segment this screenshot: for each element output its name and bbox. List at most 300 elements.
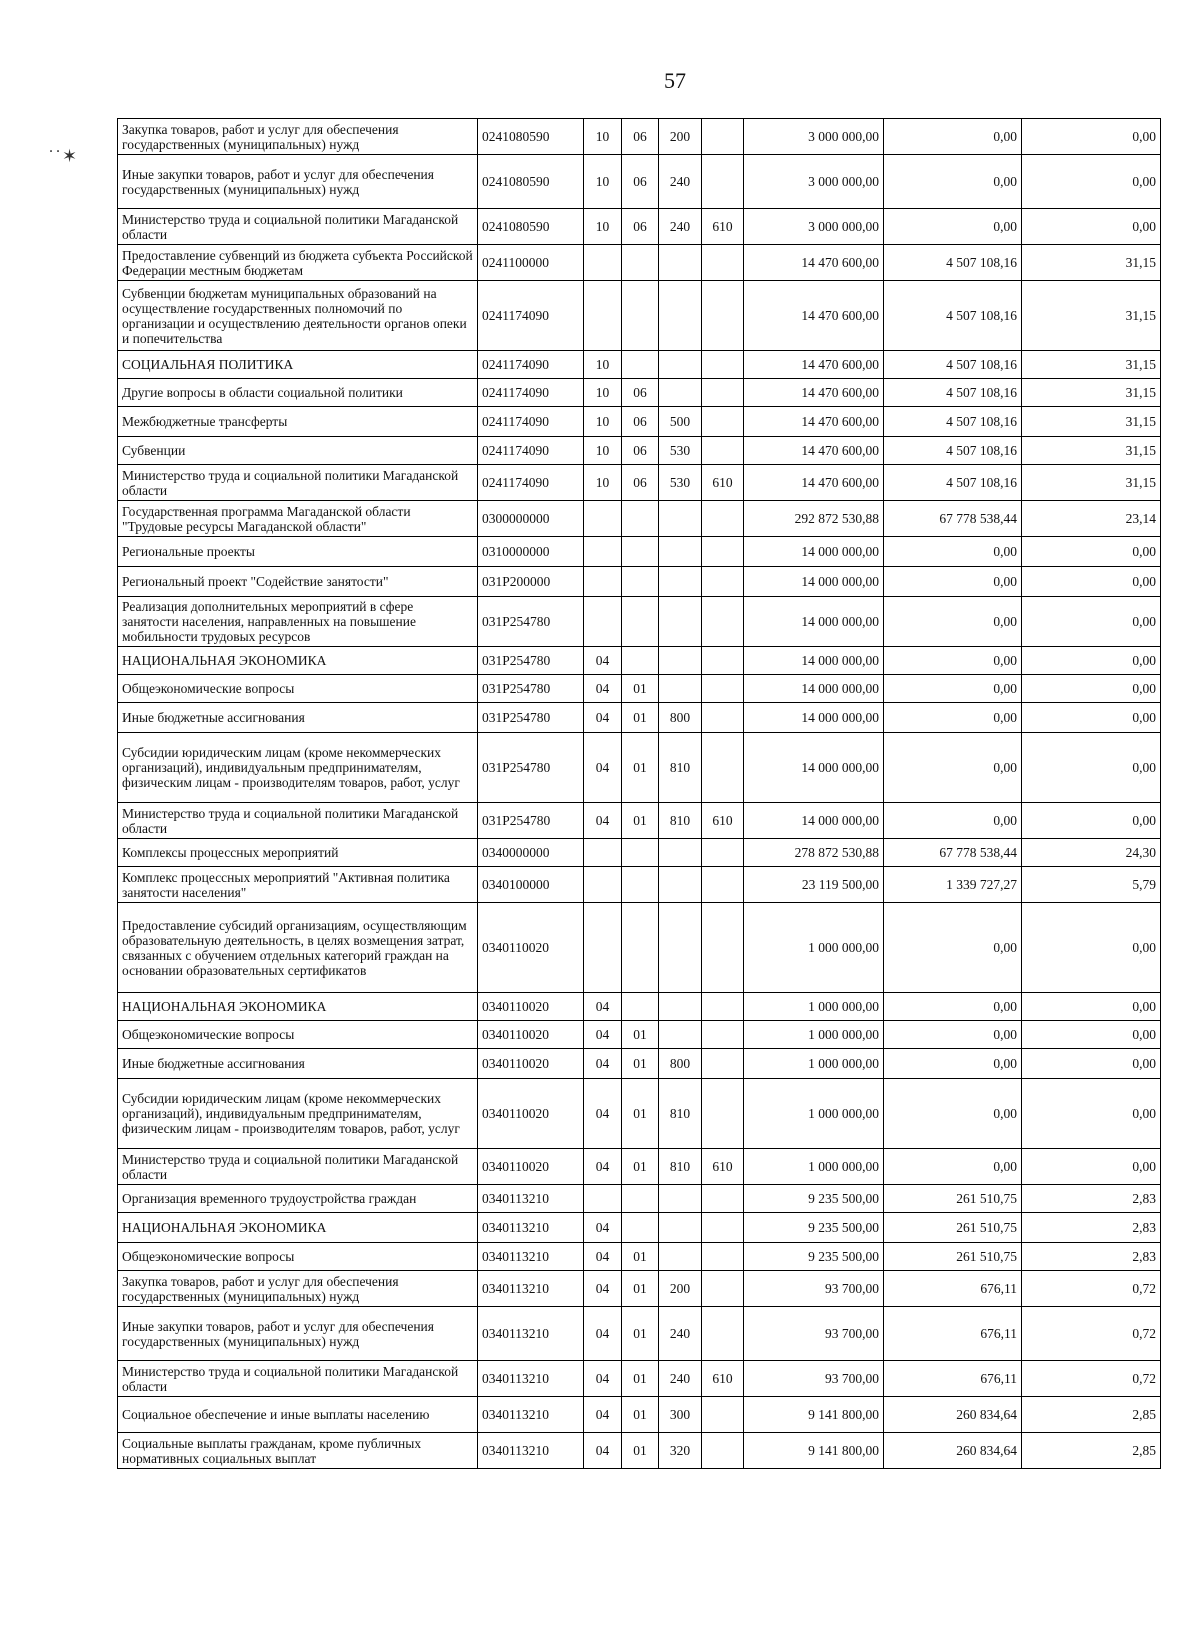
row-percent: 24,30 <box>1022 839 1161 867</box>
row-subsection: 01 <box>622 1307 659 1361</box>
row-administrator-code <box>702 867 744 903</box>
row-section <box>584 839 622 867</box>
row-target-code: 0340110020 <box>478 903 584 993</box>
row-subsection <box>622 993 659 1021</box>
row-subsection <box>622 597 659 647</box>
row-section: 04 <box>584 993 622 1021</box>
row-name: Комплексы процессных мероприятий <box>118 839 478 867</box>
row-section <box>584 867 622 903</box>
row-expense-type <box>659 379 702 407</box>
row-expense-type <box>659 281 702 351</box>
row-target-code: 0340110020 <box>478 993 584 1021</box>
row-planned-amount: 23 119 500,00 <box>744 867 884 903</box>
row-percent: 31,15 <box>1022 351 1161 379</box>
row-administrator-code <box>702 1185 744 1213</box>
row-planned-amount: 14 470 600,00 <box>744 351 884 379</box>
row-target-code: 031P200000 <box>478 567 584 597</box>
row-planned-amount: 14 000 000,00 <box>744 803 884 839</box>
row-subsection <box>622 501 659 537</box>
row-actual-amount: 0,00 <box>884 675 1022 703</box>
row-subsection: 06 <box>622 465 659 501</box>
row-name: Закупка товаров, работ и услуг для обеспечения государственных (муниципальных) нужд <box>118 1271 478 1307</box>
row-subsection <box>622 1213 659 1243</box>
row-actual-amount: 0,00 <box>884 1049 1022 1079</box>
row-administrator-code <box>702 733 744 803</box>
row-section: 04 <box>584 703 622 733</box>
row-target-code: 0241174090 <box>478 281 584 351</box>
row-planned-amount: 14 000 000,00 <box>744 537 884 567</box>
row-expense-type: 300 <box>659 1397 702 1433</box>
row-percent: 0,72 <box>1022 1271 1161 1307</box>
row-section: 10 <box>584 465 622 501</box>
row-percent: 31,15 <box>1022 437 1161 465</box>
row-subsection: 01 <box>622 1243 659 1271</box>
table-row <box>118 867 1161 903</box>
row-expense-type: 500 <box>659 407 702 437</box>
row-planned-amount: 9 141 800,00 <box>744 1397 884 1433</box>
row-target-code: 031P254780 <box>478 733 584 803</box>
row-percent: 2,85 <box>1022 1397 1161 1433</box>
table-row <box>118 903 1161 993</box>
row-percent: 0,00 <box>1022 119 1161 155</box>
table-row <box>118 1185 1161 1213</box>
row-planned-amount: 292 872 530,88 <box>744 501 884 537</box>
row-expense-type <box>659 351 702 379</box>
row-planned-amount: 14 000 000,00 <box>744 597 884 647</box>
row-target-code: 031P254780 <box>478 675 584 703</box>
row-percent: 0,72 <box>1022 1361 1161 1397</box>
row-actual-amount: 4 507 108,16 <box>884 351 1022 379</box>
row-administrator-code <box>702 597 744 647</box>
row-percent: 31,15 <box>1022 379 1161 407</box>
row-expense-type: 200 <box>659 1271 702 1307</box>
row-section: 10 <box>584 379 622 407</box>
table-row <box>118 501 1161 537</box>
table-row <box>118 1079 1161 1149</box>
row-administrator-code: 610 <box>702 1149 744 1185</box>
row-administrator-code <box>702 245 744 281</box>
row-target-code: 0340113210 <box>478 1361 584 1397</box>
row-target-code: 0241080590 <box>478 119 584 155</box>
row-expense-type: 810 <box>659 1149 702 1185</box>
table-row <box>118 675 1161 703</box>
row-expense-type: 800 <box>659 1049 702 1079</box>
row-administrator-code <box>702 903 744 993</box>
row-target-code: 031P254780 <box>478 597 584 647</box>
row-administrator-code <box>702 675 744 703</box>
row-administrator-code <box>702 993 744 1021</box>
row-administrator-code <box>702 1243 744 1271</box>
row-name: НАЦИОНАЛЬНАЯ ЭКОНОМИКА <box>118 647 478 675</box>
row-subsection <box>622 1185 659 1213</box>
row-subsection <box>622 281 659 351</box>
row-expense-type: 200 <box>659 119 702 155</box>
row-name: Субсидии юридическим лицам (кроме некоммерческих организаций), индивидуальным предпринимателям, физическим лицам - производителям товаров, работ, услуг <box>118 733 478 803</box>
row-planned-amount: 278 872 530,88 <box>744 839 884 867</box>
row-target-code: 0340113210 <box>478 1185 584 1213</box>
row-actual-amount: 0,00 <box>884 537 1022 567</box>
row-target-code: 0340110020 <box>478 1021 584 1049</box>
row-target-code: 031P254780 <box>478 647 584 675</box>
row-expense-type: 240 <box>659 1361 702 1397</box>
table-row <box>118 119 1161 155</box>
row-subsection: 01 <box>622 1149 659 1185</box>
row-percent: 0,00 <box>1022 1079 1161 1149</box>
table-row <box>118 1213 1161 1243</box>
row-subsection <box>622 839 659 867</box>
table-row <box>118 1049 1161 1079</box>
row-target-code: 0340000000 <box>478 839 584 867</box>
row-percent: 5,79 <box>1022 867 1161 903</box>
row-subsection: 06 <box>622 437 659 465</box>
row-target-code: 0340113210 <box>478 1433 584 1469</box>
row-section <box>584 1185 622 1213</box>
table-row <box>118 803 1161 839</box>
row-planned-amount: 1 000 000,00 <box>744 993 884 1021</box>
row-name: Иные бюджетные ассигнования <box>118 703 478 733</box>
row-subsection <box>622 245 659 281</box>
table-row <box>118 733 1161 803</box>
row-percent: 2,83 <box>1022 1243 1161 1271</box>
row-subsection: 01 <box>622 675 659 703</box>
row-subsection: 06 <box>622 119 659 155</box>
row-expense-type: 810 <box>659 1079 702 1149</box>
row-section: 04 <box>584 733 622 803</box>
row-target-code: 031P254780 <box>478 803 584 839</box>
row-expense-type <box>659 903 702 993</box>
scan-artifact: ˙˙✶ <box>48 146 79 166</box>
row-percent: 0,00 <box>1022 597 1161 647</box>
row-percent: 2,83 <box>1022 1185 1161 1213</box>
row-expense-type <box>659 1243 702 1271</box>
row-administrator-code <box>702 437 744 465</box>
row-actual-amount: 0,00 <box>884 209 1022 245</box>
row-actual-amount: 1 339 727,27 <box>884 867 1022 903</box>
row-percent: 0,00 <box>1022 733 1161 803</box>
row-name: Региональные проекты <box>118 537 478 567</box>
row-name: Комплекс процессных мероприятий "Активная политика занятости населения" <box>118 867 478 903</box>
row-expense-type: 800 <box>659 703 702 733</box>
row-planned-amount: 3 000 000,00 <box>744 155 884 209</box>
row-subsection: 01 <box>622 733 659 803</box>
row-administrator-code <box>702 281 744 351</box>
row-planned-amount: 14 470 600,00 <box>744 281 884 351</box>
row-percent: 31,15 <box>1022 281 1161 351</box>
row-administrator-code <box>702 379 744 407</box>
row-actual-amount: 0,00 <box>884 155 1022 209</box>
row-name: Общеэкономические вопросы <box>118 1021 478 1049</box>
row-percent: 0,00 <box>1022 155 1161 209</box>
row-administrator-code <box>702 501 744 537</box>
row-name: Министерство труда и социальной политики Магаданской области <box>118 1149 478 1185</box>
row-expense-type <box>659 839 702 867</box>
row-percent: 0,72 <box>1022 1307 1161 1361</box>
row-subsection: 01 <box>622 1271 659 1307</box>
row-section: 04 <box>584 647 622 675</box>
row-percent: 0,00 <box>1022 675 1161 703</box>
row-administrator-code: 610 <box>702 1361 744 1397</box>
row-actual-amount: 676,11 <box>884 1271 1022 1307</box>
row-name: Региональный проект "Содействие занятости" <box>118 567 478 597</box>
row-section: 10 <box>584 407 622 437</box>
row-planned-amount: 14 470 600,00 <box>744 407 884 437</box>
row-target-code: 0241174090 <box>478 407 584 437</box>
row-subsection: 01 <box>622 1021 659 1049</box>
row-administrator-code <box>702 647 744 675</box>
table-row <box>118 1397 1161 1433</box>
row-expense-type <box>659 245 702 281</box>
row-section: 04 <box>584 1433 622 1469</box>
row-planned-amount: 93 700,00 <box>744 1307 884 1361</box>
row-actual-amount: 4 507 108,16 <box>884 281 1022 351</box>
row-subsection <box>622 903 659 993</box>
row-planned-amount: 14 470 600,00 <box>744 379 884 407</box>
row-percent: 31,15 <box>1022 245 1161 281</box>
row-percent: 31,15 <box>1022 465 1161 501</box>
row-expense-type: 320 <box>659 1433 702 1469</box>
row-name: НАЦИОНАЛЬНАЯ ЭКОНОМИКА <box>118 993 478 1021</box>
row-section: 04 <box>584 1213 622 1243</box>
row-name: Предоставление субсидий организациям, осуществляющим образовательную деятельность, в целях возмещения затрат, связанных с обучением отдельных категорий граждан на основании образовательных сертификатов <box>118 903 478 993</box>
row-expense-type: 810 <box>659 733 702 803</box>
row-percent: 0,00 <box>1022 537 1161 567</box>
row-target-code: 0310000000 <box>478 537 584 567</box>
row-expense-type <box>659 1185 702 1213</box>
row-subsection: 06 <box>622 155 659 209</box>
row-name: Другие вопросы в области социальной политики <box>118 379 478 407</box>
row-expense-type: 810 <box>659 803 702 839</box>
row-administrator-code <box>702 119 744 155</box>
row-name: Субвенции бюджетам муниципальных образований на осуществление государственных полномочий по организации и осуществлению деятельности органов опеки и попечительства <box>118 281 478 351</box>
row-target-code: 0340113210 <box>478 1307 584 1361</box>
row-subsection <box>622 647 659 675</box>
row-name: Государственная программа Магаданской области "Трудовые ресурсы Магаданской области" <box>118 501 478 537</box>
table-row <box>118 1361 1161 1397</box>
table-row <box>118 567 1161 597</box>
row-expense-type <box>659 1213 702 1243</box>
row-planned-amount: 14 000 000,00 <box>744 703 884 733</box>
row-actual-amount: 4 507 108,16 <box>884 465 1022 501</box>
row-section: 04 <box>584 1049 622 1079</box>
row-target-code: 0241100000 <box>478 245 584 281</box>
row-actual-amount: 676,11 <box>884 1307 1022 1361</box>
row-target-code: 0340110020 <box>478 1049 584 1079</box>
table-row <box>118 839 1161 867</box>
row-name: Субвенции <box>118 437 478 465</box>
row-administrator-code <box>702 1433 744 1469</box>
row-section: 04 <box>584 1149 622 1185</box>
row-subsection: 06 <box>622 379 659 407</box>
row-planned-amount: 9 235 500,00 <box>744 1213 884 1243</box>
row-section: 10 <box>584 209 622 245</box>
row-section <box>584 245 622 281</box>
row-actual-amount: 4 507 108,16 <box>884 379 1022 407</box>
row-section: 04 <box>584 675 622 703</box>
table-row <box>118 1021 1161 1049</box>
row-percent: 2,85 <box>1022 1433 1161 1469</box>
row-target-code: 0340110020 <box>478 1149 584 1185</box>
row-name: Министерство труда и социальной политики Магаданской области <box>118 465 478 501</box>
row-target-code: 0241174090 <box>478 351 584 379</box>
row-expense-type <box>659 567 702 597</box>
row-section: 04 <box>584 1021 622 1049</box>
row-actual-amount: 0,00 <box>884 803 1022 839</box>
table-row <box>118 379 1161 407</box>
row-actual-amount: 67 778 538,44 <box>884 501 1022 537</box>
table-row <box>118 597 1161 647</box>
row-name: Иные закупки товаров, работ и услуг для обеспечения государственных (муниципальных) нужд <box>118 1307 478 1361</box>
row-name: Закупка товаров, работ и услуг для обеспечения государственных (муниципальных) нужд <box>118 119 478 155</box>
row-administrator-code <box>702 155 744 209</box>
row-planned-amount: 93 700,00 <box>744 1361 884 1397</box>
row-actual-amount: 260 834,64 <box>884 1397 1022 1433</box>
row-section: 04 <box>584 803 622 839</box>
row-planned-amount: 1 000 000,00 <box>744 903 884 993</box>
row-subsection <box>622 537 659 567</box>
row-expense-type <box>659 867 702 903</box>
row-target-code: 0340110020 <box>478 1079 584 1149</box>
row-actual-amount: 0,00 <box>884 1079 1022 1149</box>
row-target-code: 0340113210 <box>478 1271 584 1307</box>
row-section: 04 <box>584 1361 622 1397</box>
row-name: Общеэкономические вопросы <box>118 1243 478 1271</box>
row-name: Социальное обеспечение и иные выплаты населению <box>118 1397 478 1433</box>
row-name: НАЦИОНАЛЬНАЯ ЭКОНОМИКА <box>118 1213 478 1243</box>
row-percent: 0,00 <box>1022 647 1161 675</box>
row-section <box>584 501 622 537</box>
row-administrator-code <box>702 1049 744 1079</box>
row-expense-type <box>659 597 702 647</box>
row-section <box>584 903 622 993</box>
row-administrator-code <box>702 1021 744 1049</box>
row-administrator-code <box>702 1397 744 1433</box>
row-target-code: 0340113210 <box>478 1243 584 1271</box>
table-row <box>118 1433 1161 1469</box>
table-row <box>118 1149 1161 1185</box>
row-planned-amount: 14 000 000,00 <box>744 647 884 675</box>
row-percent: 0,00 <box>1022 209 1161 245</box>
row-actual-amount: 0,00 <box>884 119 1022 155</box>
row-planned-amount: 93 700,00 <box>744 1271 884 1307</box>
row-expense-type: 240 <box>659 1307 702 1361</box>
row-section: 04 <box>584 1397 622 1433</box>
row-planned-amount: 14 470 600,00 <box>744 245 884 281</box>
row-administrator-code <box>702 703 744 733</box>
row-percent: 0,00 <box>1022 1149 1161 1185</box>
row-subsection: 01 <box>622 1079 659 1149</box>
row-subsection: 06 <box>622 407 659 437</box>
row-percent: 0,00 <box>1022 993 1161 1021</box>
row-subsection <box>622 567 659 597</box>
row-section: 04 <box>584 1079 622 1149</box>
row-percent: 0,00 <box>1022 803 1161 839</box>
row-actual-amount: 4 507 108,16 <box>884 437 1022 465</box>
row-planned-amount: 14 000 000,00 <box>744 567 884 597</box>
row-expense-type <box>659 1021 702 1049</box>
row-expense-type: 530 <box>659 465 702 501</box>
row-actual-amount: 0,00 <box>884 993 1022 1021</box>
row-actual-amount: 0,00 <box>884 647 1022 675</box>
row-actual-amount: 0,00 <box>884 1021 1022 1049</box>
row-planned-amount: 9 235 500,00 <box>744 1243 884 1271</box>
row-administrator-code: 610 <box>702 803 744 839</box>
row-planned-amount: 3 000 000,00 <box>744 209 884 245</box>
row-section: 10 <box>584 351 622 379</box>
row-target-code: 0241174090 <box>478 465 584 501</box>
row-target-code: 0241080590 <box>478 209 584 245</box>
row-administrator-code <box>702 839 744 867</box>
row-expense-type <box>659 675 702 703</box>
row-planned-amount: 1 000 000,00 <box>744 1149 884 1185</box>
row-administrator-code: 610 <box>702 209 744 245</box>
row-section <box>584 597 622 647</box>
row-actual-amount: 0,00 <box>884 1149 1022 1185</box>
table-row <box>118 537 1161 567</box>
row-target-code: 0241174090 <box>478 379 584 407</box>
row-planned-amount: 14 000 000,00 <box>744 733 884 803</box>
row-section: 04 <box>584 1307 622 1361</box>
row-name: СОЦИАЛЬНАЯ ПОЛИТИКА <box>118 351 478 379</box>
row-actual-amount: 67 778 538,44 <box>884 839 1022 867</box>
row-planned-amount: 1 000 000,00 <box>744 1049 884 1079</box>
row-subsection: 01 <box>622 803 659 839</box>
row-planned-amount: 1 000 000,00 <box>744 1021 884 1049</box>
row-section <box>584 537 622 567</box>
row-percent: 23,14 <box>1022 501 1161 537</box>
row-name: Иные бюджетные ассигнования <box>118 1049 478 1079</box>
row-name: Иные закупки товаров, работ и услуг для обеспечения государственных (муниципальных) нужд <box>118 155 478 209</box>
row-name: Организация временного трудоустройства граждан <box>118 1185 478 1213</box>
row-subsection: 01 <box>622 1361 659 1397</box>
row-actual-amount: 4 507 108,16 <box>884 407 1022 437</box>
row-planned-amount: 14 470 600,00 <box>744 437 884 465</box>
row-percent: 31,15 <box>1022 407 1161 437</box>
row-name: Предоставление субвенций из бюджета субъекта Российской Федерации местным бюджетам <box>118 245 478 281</box>
row-administrator-code <box>702 1307 744 1361</box>
row-actual-amount: 0,00 <box>884 567 1022 597</box>
table-row <box>118 407 1161 437</box>
table-row <box>118 1271 1161 1307</box>
row-actual-amount: 0,00 <box>884 597 1022 647</box>
table-row <box>118 155 1161 209</box>
table-row <box>118 1243 1161 1271</box>
row-section <box>584 567 622 597</box>
table-row <box>118 993 1161 1021</box>
row-section: 04 <box>584 1243 622 1271</box>
row-administrator-code <box>702 567 744 597</box>
row-subsection: 01 <box>622 703 659 733</box>
table-row <box>118 245 1161 281</box>
row-administrator-code <box>702 407 744 437</box>
row-name: Министерство труда и социальной политики Магаданской области <box>118 1361 478 1397</box>
row-subsection <box>622 867 659 903</box>
row-name: Реализация дополнительных мероприятий в сфере занятости населения, направленных на повышение мобильности трудовых ресурсов <box>118 597 478 647</box>
row-subsection <box>622 351 659 379</box>
row-actual-amount: 676,11 <box>884 1361 1022 1397</box>
row-percent: 0,00 <box>1022 903 1161 993</box>
row-administrator-code <box>702 351 744 379</box>
row-name: Министерство труда и социальной политики Магаданской области <box>118 209 478 245</box>
row-name: Социальные выплаты гражданам, кроме публичных нормативных социальных выплат <box>118 1433 478 1469</box>
table-row <box>118 465 1161 501</box>
page-number: 57 <box>664 68 686 93</box>
row-section <box>584 281 622 351</box>
table-row <box>118 209 1161 245</box>
row-section: 10 <box>584 437 622 465</box>
row-percent: 0,00 <box>1022 703 1161 733</box>
row-planned-amount: 14 000 000,00 <box>744 675 884 703</box>
row-expense-type: 530 <box>659 437 702 465</box>
